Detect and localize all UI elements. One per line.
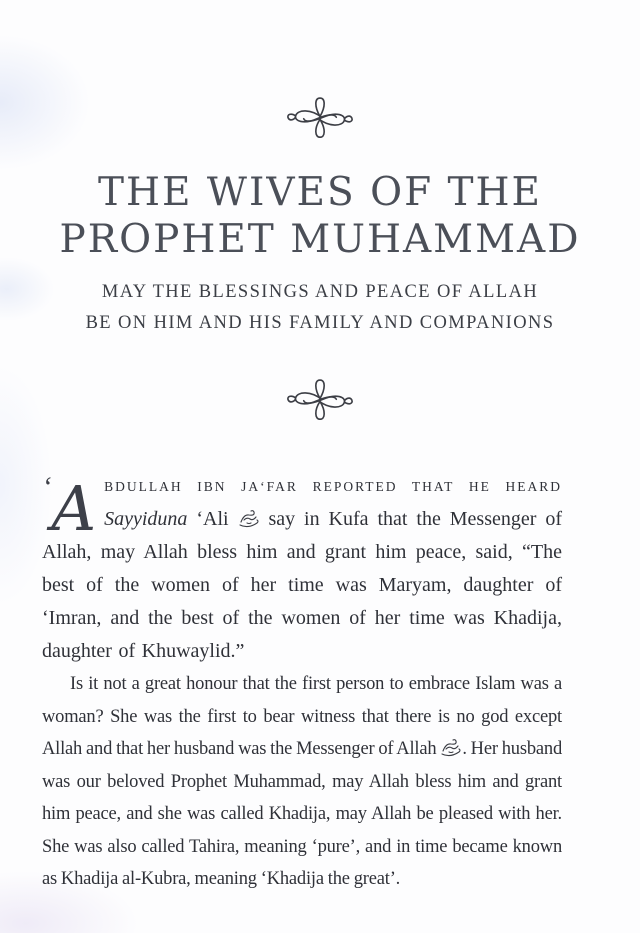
text-segment: Sayyiduna [104,508,188,530]
page-title-line2: PROPHET MUHAMMAD [59,217,581,262]
drop-cap: ‘A [42,472,97,545]
paragraph [42,469,562,668]
text-segment: BDULLAH IBN JA‘FAR REPORTED THAT HE HEARD [104,479,562,494]
text-segment: ‘Ali [187,508,238,530]
page-title-line1: THE WIVES OF THE [97,170,543,215]
paragraph [42,668,562,896]
text-segment: Is it not a great honour that the first person to embrace Islam was a woman? She was the first to bear witness that there is no god except Allah and that her husband was the Messenger of Allah [42,674,562,759]
page-subtitle-line2: BE ON HIM AND HIS FAMILY AND COMPANIONS [85,313,555,333]
text-segment: say in Kufa that the Messenger of Allah, may Allah bless him and grant him peace, said, “The best of the women of her time was Maryam, daughter of ‘Imran, and the best of the women of her time was Khadija, daughter of Khuwaylid.” [42,508,562,662]
page-subtitle-line1: MAY THE BLESSINGS AND PEACE OF ALLAH [101,282,539,302]
page-subtitle [0,277,640,339]
sallallahu-alayhi-wa-sallam-calligraphy-icon [440,738,462,757]
fleuron-ornament-icon [0,0,640,143]
page-title [0,169,640,263]
radiyallahu-anhu-calligraphy-icon [238,509,260,528]
text-segment: . Her husband was our beloved Prophet Muhammad, may Allah bless him and grant him peace, and she was called Khadija, may Allah be pleased with her. She was also called Tahira, meaning ‘pure’, and in time became known as Khadija al-Kubra, meaning ‘Khadija the great’. [42,739,563,889]
fleuron-ornament-icon [0,339,640,425]
body-text [42,469,562,896]
